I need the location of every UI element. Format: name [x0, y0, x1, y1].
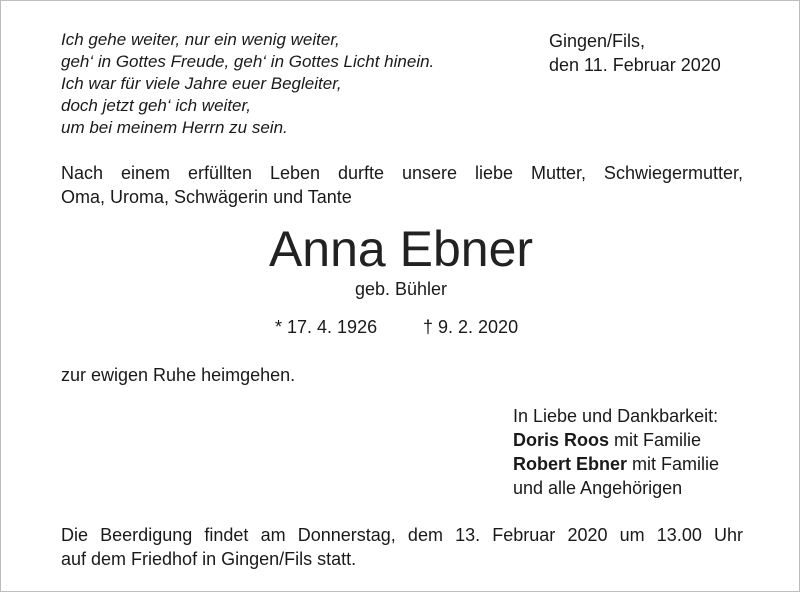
mourner-name: Doris Roos [513, 430, 610, 450]
mourner-entry [513, 452, 719, 476]
intro-line: Nach einem erfüllten Leben durfte unsere liebe Mutter, Schwiegermutter, [61, 163, 743, 183]
deceased-name: Anna Ebner [268, 221, 534, 277]
poem-line: geh‘ in Gottes Freude, geh‘ in Gottes Licht hinein. [61, 52, 435, 71]
place-date [549, 29, 721, 77]
intro-line: Oma, Uroma, Schwägerin und Tante [61, 187, 352, 207]
date: den 11. Februar 2020 [549, 55, 721, 75]
poem-line: Ich war für viele Jahre euer Begleiter, [61, 74, 342, 93]
poem-line: Ich gehe weiter, nur ein wenig weiter, [61, 30, 340, 49]
funeral-line: Die Beerdigung findet am Donnerstag, dem 13. Februar 2020 um 13.00 Uhr [61, 525, 743, 545]
mourner-entry [513, 428, 719, 452]
maiden-name: geb. Bühler [354, 279, 448, 299]
mourners-closing: und alle Angehörigen [513, 478, 683, 498]
mourners-heading: In Liebe und Dankbarkeit: [513, 406, 719, 426]
birth-date: * 17. 4. 1926 [275, 317, 378, 337]
poem-line: doch jetzt geh‘ ich weiter, [61, 96, 251, 115]
mourner-name: Robert Ebner [513, 454, 628, 474]
place: Gingen/Fils, [549, 31, 646, 51]
rest-text: zur ewigen Ruhe heimgehen. [61, 365, 296, 385]
poem-line: um bei meinem Herrn zu sein. [61, 118, 288, 137]
death-date: † 9. 2. 2020 [423, 317, 519, 337]
intro-text [61, 161, 743, 209]
mourner-suffix: mit Familie [627, 454, 720, 474]
funeral-notice [61, 523, 743, 571]
poem [61, 29, 434, 139]
funeral-line: auf dem Friedhof in Gingen/Fils statt. [61, 549, 357, 569]
mourners [513, 404, 719, 500]
mourner-suffix: mit Familie [609, 430, 702, 450]
